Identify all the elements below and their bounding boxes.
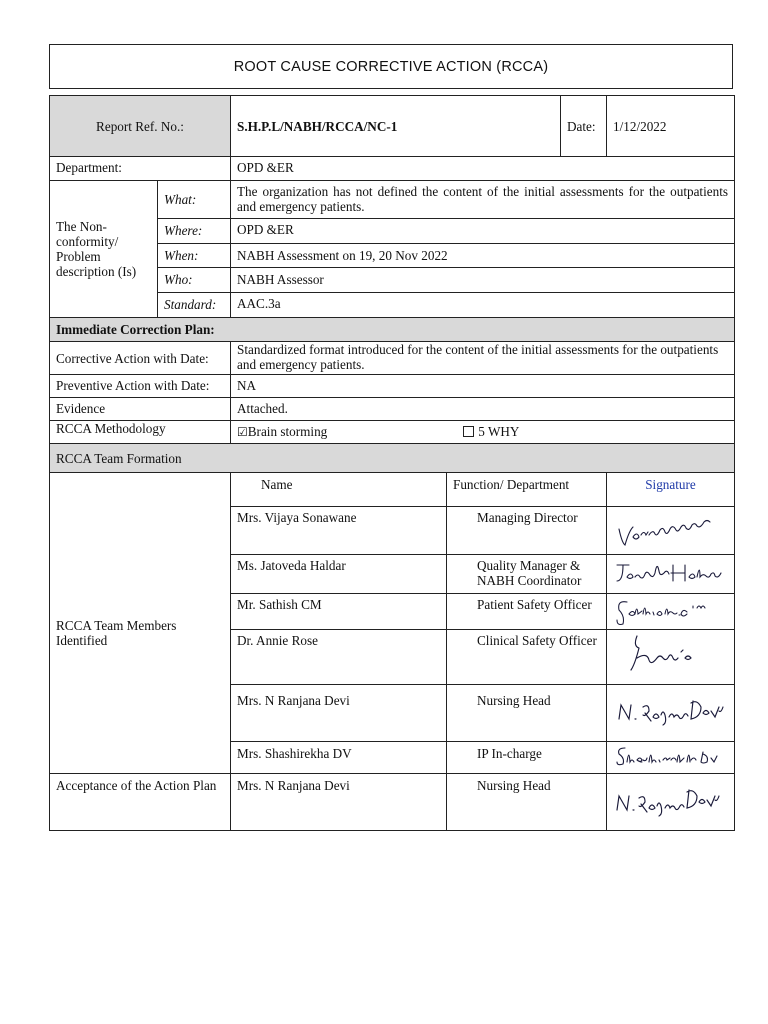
member-signature: [607, 742, 735, 774]
team-header-function: Function/ Department: [447, 473, 607, 507]
preventive-row: [50, 375, 735, 398]
nc-what-row: [50, 181, 735, 219]
page-title: ROOT CAUSE CORRECTIVE ACTION (RCCA): [49, 44, 733, 89]
signature-image: [613, 507, 729, 551]
date-value: 1/12/2022: [607, 96, 735, 157]
nc-standard-label: Standard:: [158, 293, 231, 318]
department-value: OPD &ER: [231, 157, 735, 181]
member-function: Managing Director: [447, 507, 607, 555]
member-function: Clinical Safety Officer: [447, 630, 607, 685]
member-function: Patient Safety Officer: [447, 594, 607, 630]
method-option-5why[interactable]: [463, 424, 519, 439]
acceptance-row: [50, 774, 735, 831]
member-signature: [607, 685, 735, 742]
nc-who-value: NABH Assessor: [231, 268, 735, 293]
member-function: Nursing Head: [447, 685, 607, 742]
team-header-name: Name: [231, 473, 447, 507]
unchecked-box-icon: [463, 426, 474, 437]
member-name: Dr. Annie Rose: [231, 630, 447, 685]
acceptance-name: Mrs. N Ranjana Devi: [231, 774, 447, 831]
checked-box-icon: ☑: [237, 425, 248, 439]
signature-image: [613, 742, 729, 770]
member-signature: [607, 630, 735, 685]
member-name: Mrs. Vijaya Sonawane: [231, 507, 447, 555]
department-row: [50, 157, 735, 181]
team-header-signature: Signature: [607, 473, 735, 507]
nc-when-label: When:: [158, 244, 231, 268]
method-option-label: Brain storming: [247, 424, 328, 439]
corrective-label: Corrective Action with Date:: [50, 342, 231, 375]
rcca-form-table: [49, 95, 735, 831]
member-function: Quality Manager & NABH Coordinator: [447, 555, 607, 594]
nonconformity-label: The Non-conformity/ Problem description (Is): [50, 181, 158, 318]
team-members-label-text: RCCA Team Members Identified: [56, 618, 177, 648]
report-ref-value: S.H.P.L/NABH/RCCA/NC-1: [231, 96, 561, 157]
report-ref-label: Report Ref. No.:: [50, 96, 231, 157]
nc-where-label: Where:: [158, 219, 231, 244]
signature-image: [613, 774, 729, 824]
date-label: Date:: [561, 96, 607, 157]
nc-what-value: The organization has not defined the content of the initial assessments for the outpatients and emergency patients.: [231, 181, 735, 219]
acceptance-label: Acceptance of the Action Plan: [50, 774, 231, 831]
member-signature: [607, 507, 735, 555]
nc-standard-value: AAC.3a: [231, 293, 735, 318]
team-header-row: [50, 473, 735, 507]
method-option-brainstorming[interactable]: [237, 424, 460, 440]
corrective-row: [50, 342, 735, 375]
nc-where-value: OPD &ER: [231, 219, 735, 244]
evidence-row: [50, 398, 735, 421]
preventive-value: NA: [231, 375, 735, 398]
method-option-label: 5 WHY: [478, 424, 520, 439]
nc-what-label: What:: [158, 181, 231, 219]
member-name: Mr. Sathish CM: [231, 594, 447, 630]
member-name: Ms. Jatoveda Haldar: [231, 555, 447, 594]
member-function: IP In-charge: [447, 742, 607, 774]
immediate-plan-row: [50, 318, 735, 342]
team-members-label: [50, 473, 231, 774]
department-label: Department:: [50, 157, 231, 181]
member-signature: [607, 555, 735, 594]
signature-image: [613, 685, 729, 735]
acceptance-signature: [607, 774, 735, 831]
member-name: Mrs. Shashirekha DV: [231, 742, 447, 774]
report-ref-row: [50, 96, 735, 157]
member-signature: [607, 594, 735, 630]
evidence-value: Attached.: [231, 398, 735, 421]
nc-who-label: Who:: [158, 268, 231, 293]
team-formation-heading: RCCA Team Formation: [50, 444, 735, 473]
signature-image: [613, 594, 729, 628]
corrective-value: Standardized format introduced for the content of the initial assessments for the outpatients and emergency patients.: [231, 342, 735, 375]
team-formation-row: [50, 444, 735, 473]
immediate-plan-heading: Immediate Correction Plan:: [50, 318, 735, 342]
member-name: Mrs. N Ranjana Devi: [231, 685, 447, 742]
signature-image: [613, 555, 729, 591]
evidence-label: Evidence: [50, 398, 231, 421]
methodology-options: [231, 421, 735, 444]
methodology-label: RCCA Methodology: [50, 421, 231, 444]
methodology-row: [50, 421, 735, 444]
nc-when-value: NABH Assessment on 19, 20 Nov 2022: [231, 244, 735, 268]
acceptance-function: Nursing Head: [447, 774, 607, 831]
preventive-label: Preventive Action with Date:: [50, 375, 231, 398]
signature-image: [613, 630, 729, 680]
